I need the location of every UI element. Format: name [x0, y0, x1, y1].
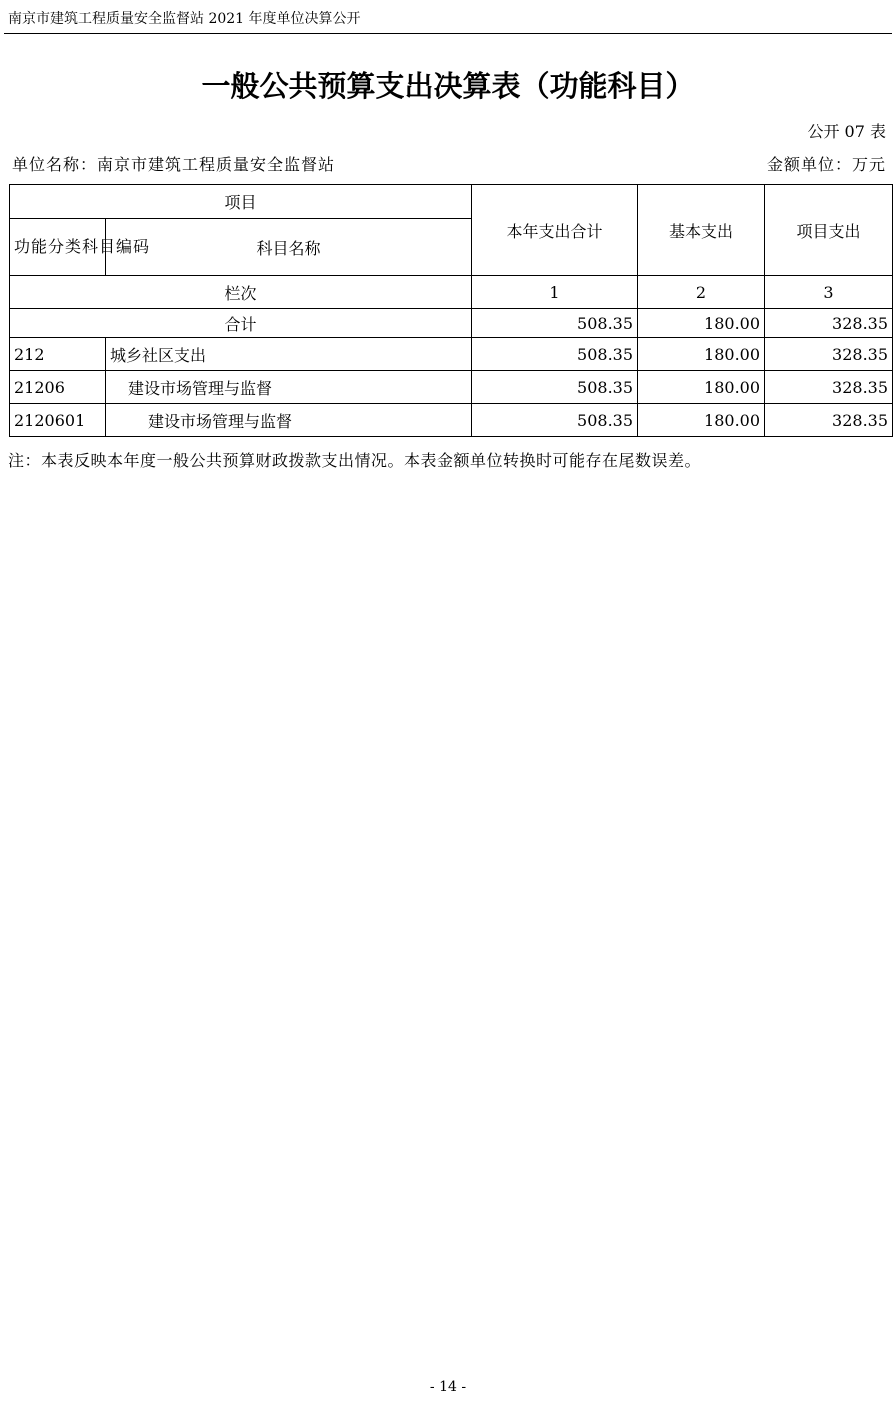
table-note: 注：本表反映本年度一般公共预算财政拨款支出情况。本表金额单位转换时可能存在尾数误差。 [8, 451, 702, 470]
table-row [10, 371, 893, 404]
unit-name: 单位名称：南京市建筑工程质量安全监督站 [12, 155, 336, 174]
row-project: 328.35 [765, 371, 893, 404]
amount-unit: 金额单位：万元 [766, 155, 886, 174]
row-code: 212 [10, 338, 106, 371]
total-project: 328.35 [765, 309, 893, 338]
table-wrapper [9, 184, 892, 437]
row-basic: 180.00 [638, 338, 765, 371]
header-row-1 [10, 185, 893, 219]
header-project: 项目 [10, 185, 472, 219]
row-basic: 180.00 [638, 371, 765, 404]
page-number: - 14 - [429, 1379, 467, 1395]
row-code: 2120601 [10, 404, 106, 437]
column-number-1: 1 [472, 276, 638, 309]
table-row [10, 404, 893, 437]
column-number-3: 3 [765, 276, 893, 309]
row-project: 328.35 [765, 404, 893, 437]
row-basic: 180.00 [638, 404, 765, 437]
row-total: 508.35 [472, 404, 638, 437]
row-name: 建设市场管理与监督 [106, 371, 472, 404]
row-total: 508.35 [472, 338, 638, 371]
header-name: 科目名称 [106, 219, 472, 276]
total-basic: 180.00 [638, 309, 765, 338]
page-title: 一般公共预算支出决算表（功能科目） [201, 69, 695, 103]
header-rule [4, 33, 892, 34]
row-name: 建设市场管理与监督 [106, 404, 472, 437]
row-project: 328.35 [765, 338, 893, 371]
column-number-2: 2 [638, 276, 765, 309]
expenditure-table [9, 184, 893, 437]
header-total: 本年支出合计 [472, 185, 638, 276]
header-code: 功能分类科目编码 [10, 219, 106, 276]
column-number-label: 栏次 [10, 276, 472, 309]
header-project-expense: 项目支出 [765, 185, 893, 276]
row-code: 21206 [10, 371, 106, 404]
row-total: 508.35 [472, 371, 638, 404]
total-label: 合计 [10, 309, 472, 338]
header-basic: 基本支出 [638, 185, 765, 276]
column-number-row [10, 276, 893, 309]
row-name: 城乡社区支出 [106, 338, 472, 371]
table-row [10, 338, 893, 371]
total-row [10, 309, 893, 338]
table-code: 公开 07 表 [807, 122, 886, 141]
running-header: 南京市建筑工程质量安全监督站 2021 年度单位决算公开 [8, 11, 361, 27]
total-amount: 508.35 [472, 309, 638, 338]
